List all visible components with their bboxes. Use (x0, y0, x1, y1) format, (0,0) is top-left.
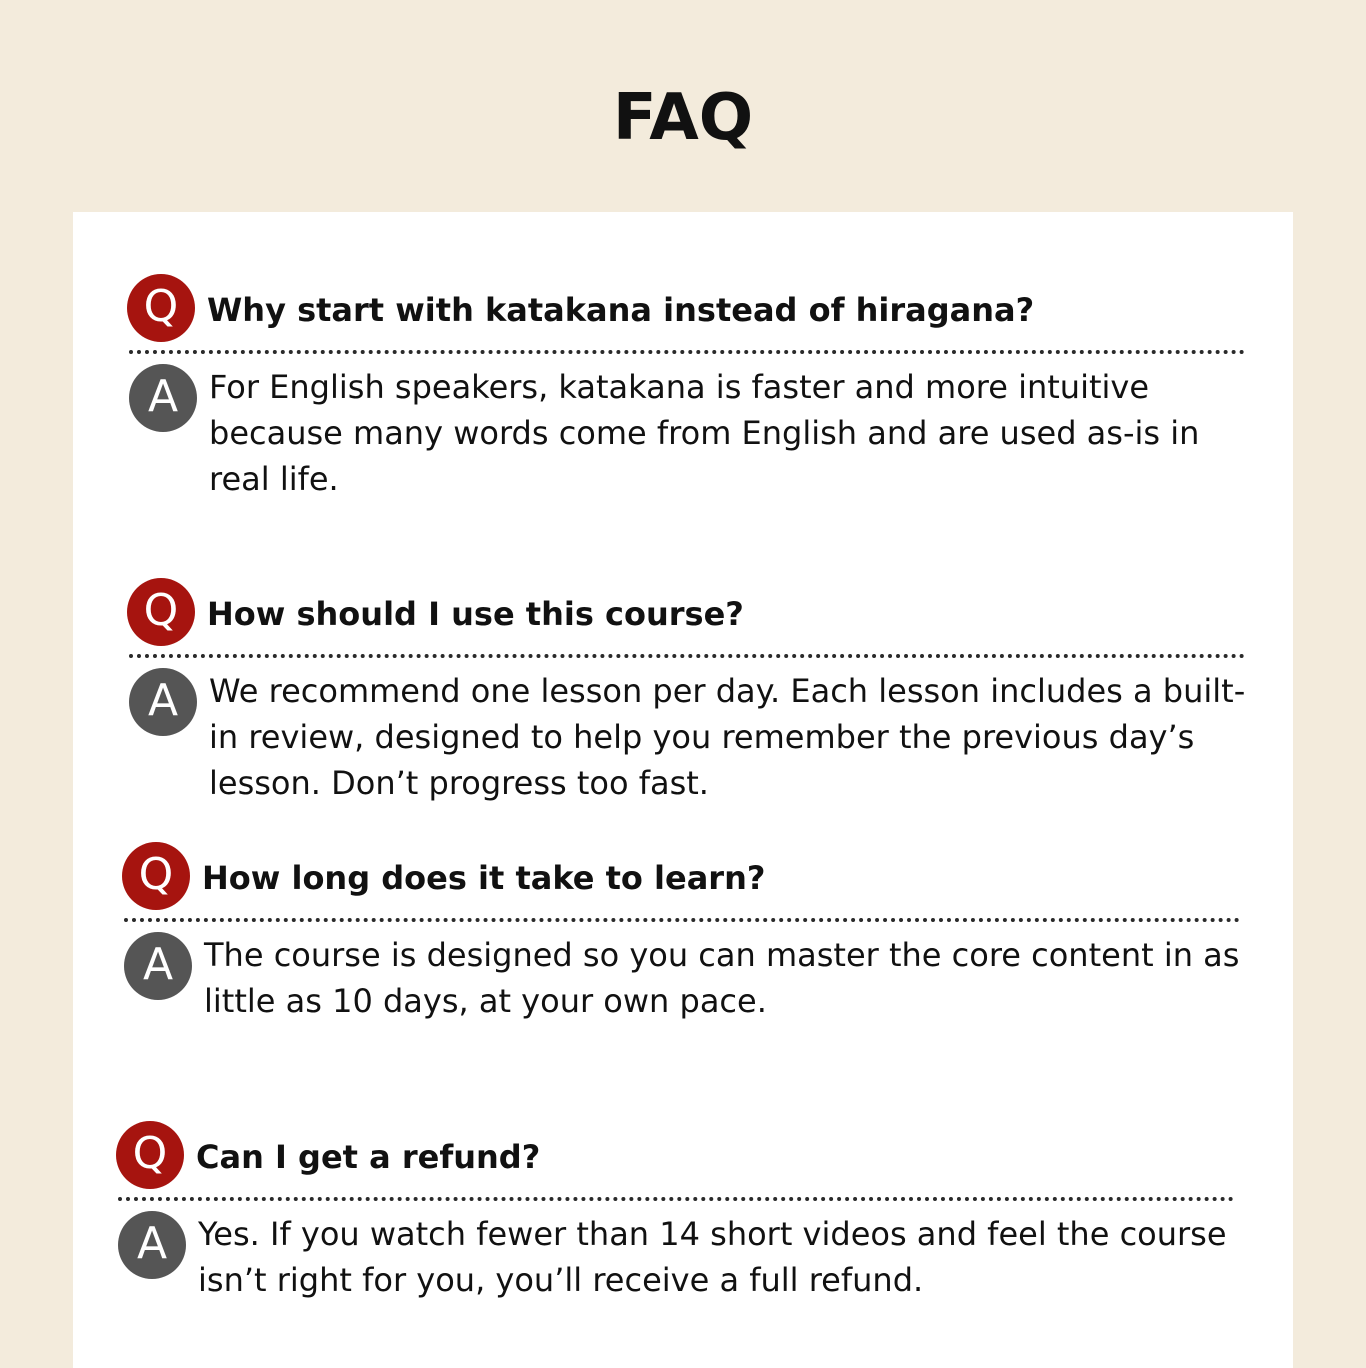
answer-text: For English speakers, katakana is faster and more intuitive because many words come from English and are used as-is in real life. (209, 368, 1200, 498)
answer-badge-icon: A (129, 364, 197, 432)
question-row (122, 842, 1242, 912)
question-row (127, 274, 1247, 344)
faq-card (73, 212, 1293, 1368)
answer-text: The course is designed so you can master the core content in as little as 10 days, at your own pace. (204, 936, 1240, 1020)
answer-badge-icon: A (124, 932, 192, 1000)
question-text: Can I get a refund? (196, 1138, 541, 1176)
question-text: Why start with katakana instead of hiragana? (207, 291, 1035, 329)
question-badge-icon: Q (116, 1121, 184, 1189)
question-text: How long does it take to learn? (202, 859, 766, 897)
answer-badge-icon: A (118, 1211, 186, 1279)
question-row (127, 578, 1247, 648)
answer-badge-icon: A (129, 668, 197, 736)
question-badge-icon: Q (127, 578, 195, 646)
question-badge-icon: Q (122, 842, 190, 910)
answer-text: We recommend one lesson per day. Each lesson includes a built-in review, designed to help you remember the previous day’s lesson. Don’t progress too fast. (209, 672, 1246, 802)
question-row (116, 1121, 1236, 1191)
answer-text: Yes. If you watch fewer than 14 short videos and feel the course isn’t right for you, you’ll receive a full refund. (198, 1215, 1227, 1299)
dotted-divider (118, 1197, 1234, 1201)
page-title: FAQ (612, 81, 754, 155)
question-badge-icon: Q (127, 274, 195, 342)
dotted-divider (124, 918, 1240, 922)
dotted-divider (129, 350, 1245, 354)
question-text: How should I use this course? (207, 595, 744, 633)
dotted-divider (129, 654, 1245, 658)
